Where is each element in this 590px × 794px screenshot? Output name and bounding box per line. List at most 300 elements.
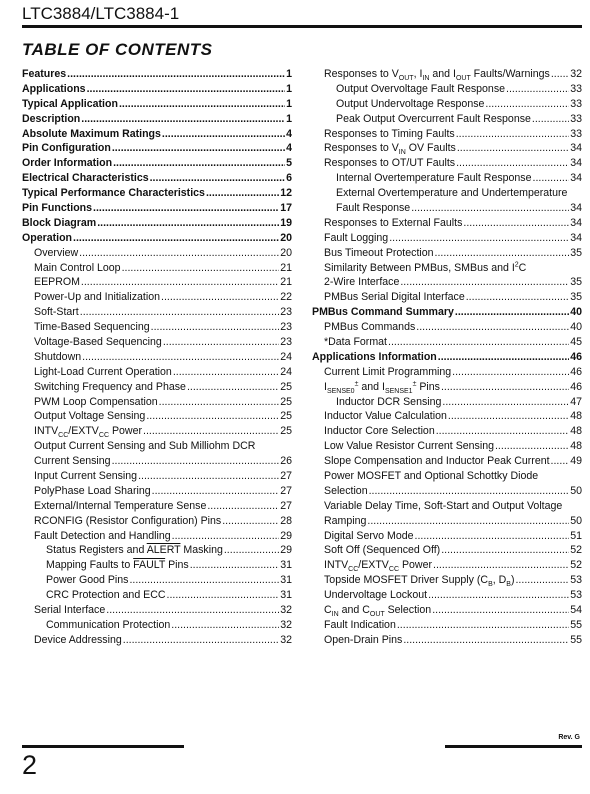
dot-leader (457, 141, 569, 156)
toc-entry-title: Light-Load Current Operation (34, 365, 172, 378)
dot-leader (551, 67, 569, 82)
toc-entry-page: 6 (286, 172, 292, 185)
toc-entry-page: 34 (570, 216, 582, 229)
toc-entry-page: 26 (280, 455, 292, 468)
toc-entry-title: Order Information (22, 157, 113, 170)
toc-entry-title: Responses to $V_{IN}$ OV Faults (324, 142, 456, 157)
toc-entry-title: $INTV_{CC}/EXTV_{CC}$ Power (324, 559, 432, 574)
toc-entry[interactable] (22, 171, 292, 186)
toc-entry-title: Electrical Characteristics (22, 172, 149, 185)
toc-entry-page: 19 (280, 216, 292, 229)
dot-leader (159, 395, 280, 410)
toc-entry[interactable] (22, 186, 292, 201)
dot-leader (123, 633, 279, 648)
toc-entry-page: 34 (570, 157, 582, 170)
toc-entry-title: Inductor DCR Sensing (336, 395, 442, 408)
toc-entry[interactable] (312, 439, 582, 454)
dot-leader (138, 469, 279, 484)
toc-entry[interactable] (312, 484, 582, 499)
toc-entry-page: 33 (570, 97, 582, 110)
toc-entry-page: 32 (280, 604, 292, 617)
dot-leader (456, 127, 569, 142)
toc-entry[interactable] (312, 529, 582, 544)
dot-leader (463, 216, 569, 231)
dot-leader (97, 216, 279, 231)
toc-entry[interactable] (22, 618, 292, 633)
toc-entry[interactable] (312, 97, 582, 112)
dot-leader (411, 201, 569, 216)
dot-leader (112, 141, 285, 156)
toc-entry-page: 25 (280, 395, 292, 408)
toc-entry-page: 32 (570, 67, 582, 80)
toc-entry-page: 48 (570, 425, 582, 438)
toc-entry-title: $INTV_{CC}/EXTV_{CC}$ Power (34, 425, 142, 440)
toc-entry[interactable] (312, 112, 582, 127)
toc-entry[interactable] (312, 409, 582, 424)
toc-entry-page: 29 (280, 544, 292, 557)
toc-entry[interactable] (22, 216, 292, 231)
toc-entry[interactable] (312, 618, 582, 633)
toc-entry[interactable] (312, 335, 582, 350)
toc-entry-title: Input Current Sensing (34, 470, 138, 483)
toc-entry-title: External Overtemperature and Undertemperature (336, 187, 568, 200)
toc-entry-title: Pin Configuration (22, 142, 111, 155)
toc-entry[interactable] (312, 558, 582, 573)
toc-entry[interactable] (312, 127, 582, 142)
toc-entry-title: Responses to OT/UT Faults (324, 157, 456, 170)
toc-entry[interactable] (22, 469, 292, 484)
dot-leader (435, 246, 570, 261)
dot-leader (173, 365, 279, 380)
toc-entry-page: 27 (280, 470, 292, 483)
dot-leader (452, 365, 569, 380)
dot-leader (113, 156, 285, 171)
footer-rule-right (445, 745, 582, 748)
toc-entry-page: 25 (280, 410, 292, 423)
toc-entry[interactable] (312, 305, 582, 320)
toc-entry-title: Digital Servo Mode (324, 529, 414, 542)
dot-leader (106, 603, 279, 618)
toc-entry-page: 46 (570, 380, 582, 393)
toc-entry[interactable] (312, 186, 582, 201)
toc-entry-title: Mapping Faults to FAULT Pins (46, 559, 189, 572)
toc-entry[interactable] (312, 380, 582, 395)
toc-entry[interactable] (22, 380, 292, 395)
toc-entry-title: Shutdown (34, 350, 82, 363)
toc-entry[interactable] (312, 350, 582, 365)
dot-leader (442, 395, 569, 410)
toc-entry[interactable] (22, 395, 292, 410)
dot-leader (433, 558, 569, 573)
toc-entry[interactable] (22, 290, 292, 305)
toc-entry[interactable] (312, 603, 582, 618)
toc-entry[interactable] (22, 558, 292, 573)
toc-entry-page: 32 (280, 618, 292, 631)
toc-entry-title: Low Value Resistor Current Sensing (324, 440, 494, 453)
dot-leader (81, 275, 279, 290)
dot-leader (187, 380, 279, 395)
dot-leader (167, 588, 280, 603)
toc-entry-title: Serial Interface (34, 604, 106, 617)
toc-entry[interactable] (312, 320, 582, 335)
toc-entry-page: 40 (570, 306, 582, 319)
toc-left-column (22, 67, 292, 648)
dot-leader (533, 171, 570, 186)
dot-leader (162, 127, 285, 142)
dot-leader (146, 409, 279, 424)
toc-entry-title: PMBus Commands (324, 321, 416, 334)
toc-entry[interactable] (22, 156, 292, 171)
toc-entry-title: Open-Drain Pins (324, 633, 403, 646)
toc-entry-page: 50 (570, 514, 582, 527)
toc-entry-title: Fault Indication (324, 618, 396, 631)
toc-entry[interactable] (312, 82, 582, 97)
dot-leader (161, 290, 279, 305)
toc-entry[interactable] (22, 231, 292, 246)
toc-entry-page: 40 (570, 321, 582, 334)
toc-entry[interactable] (22, 261, 292, 276)
dot-leader (432, 603, 569, 618)
dot-leader (150, 171, 285, 186)
toc-entry-title: Inductor Value Calculation (324, 410, 447, 423)
dot-leader (415, 529, 570, 544)
toc-entry-page: 17 (280, 202, 292, 214)
toc-entry-page: 23 (280, 321, 292, 334)
dot-leader (151, 320, 280, 335)
dot-leader (551, 454, 570, 469)
toc-entry[interactable] (312, 216, 582, 231)
toc-entry[interactable] (22, 439, 292, 454)
toc-entry-page: 45 (570, 336, 582, 349)
toc-entry[interactable] (22, 588, 292, 603)
toc-entry-title: Power MOSFET and Optional Schottky Diode (324, 470, 539, 483)
toc-entry-title: Power Good Pins (46, 574, 129, 587)
toc-heading: TABLE OF CONTENTS (22, 40, 213, 59)
toc-entry[interactable] (22, 454, 292, 469)
toc-entry-title: Responses to External Faults (324, 216, 463, 229)
dot-leader (515, 573, 569, 588)
toc-entry[interactable] (312, 469, 582, 484)
toc-entry[interactable] (312, 365, 582, 380)
toc-entry[interactable] (22, 544, 292, 559)
toc-entry-title: Power-Up and Initialization (34, 291, 161, 304)
dot-leader (441, 380, 569, 395)
toc-entry[interactable] (312, 633, 582, 648)
toc-entry[interactable] (22, 97, 292, 112)
toc-entry-title: Typical Application (22, 97, 118, 110)
dot-leader (456, 156, 569, 171)
toc-entry[interactable] (312, 231, 582, 246)
toc-entry-page: 32 (280, 633, 292, 646)
dot-leader (436, 424, 569, 439)
footer-rule-left (22, 745, 184, 748)
toc-entry-page: 48 (570, 410, 582, 423)
toc-entry[interactable] (312, 499, 582, 514)
toc-entry-page: 33 (570, 112, 582, 125)
toc-entry-title: Output Overvoltage Fault Response (336, 82, 506, 95)
dot-leader (79, 246, 279, 261)
toc-entry-title: Topside MOSFET Driver Supply ($C_B$, $D_B$) (324, 574, 515, 589)
toc-entry-page: 54 (570, 604, 582, 617)
dot-leader (190, 558, 279, 573)
dot-leader (73, 231, 279, 246)
toc-entry-page: 46 (570, 350, 582, 363)
toc-entry-title: External/Internal Temperature Sense (34, 499, 207, 512)
toc-entry[interactable] (22, 246, 292, 261)
toc-entry-title: Output Undervoltage Response (336, 97, 485, 110)
toc-entry[interactable] (312, 275, 582, 290)
toc-entry-page: 25 (280, 425, 292, 438)
toc-entry-page: 22 (280, 291, 292, 304)
toc-entry[interactable] (312, 201, 582, 216)
toc-entry-page: 34 (570, 172, 582, 185)
toc-entry-title: PMBus Command Summary (312, 306, 454, 319)
toc-entry-page: 34 (570, 202, 582, 214)
toc-entry-title: Responses to $V_{OUT}$, $I_{IN}$ and $I_{OUT}$ Faults/Warnings (324, 67, 550, 83)
toc-entry-title: Fault Detection and Handling (34, 529, 171, 542)
toc-entry-title: $C_{IN}$ and $C_{OUT}$ Selection (324, 604, 432, 619)
toc-entry-title: Fault Response (336, 202, 411, 214)
toc-entry[interactable] (22, 112, 292, 127)
toc-entry[interactable] (22, 320, 292, 335)
toc-entry[interactable] (22, 365, 292, 380)
dot-leader (112, 454, 280, 469)
toc-entry[interactable] (312, 261, 582, 276)
dot-leader (171, 618, 279, 633)
toc-entry[interactable] (22, 127, 292, 142)
toc-entry[interactable] (22, 67, 292, 82)
dot-leader (87, 82, 286, 97)
toc-right-column (312, 67, 582, 648)
toc-entry-page: 46 (570, 365, 582, 378)
dot-leader (67, 67, 285, 82)
toc-entry-page: 27 (280, 484, 292, 497)
page-number: 2 (22, 750, 38, 780)
toc-entry-title: Slope Compensation and Inductor Peak Current (324, 455, 550, 468)
toc-entry[interactable] (22, 514, 292, 529)
toc-entry-title: Internal Overtemperature Fault Response (336, 172, 532, 185)
toc-entry-title: Current Limit Programming (324, 365, 452, 378)
dot-leader (143, 424, 279, 439)
dot-leader (163, 335, 279, 350)
toc-entry-title: Similarity Between PMBus, SMBus and $I^2C$ (324, 261, 527, 274)
toc-entry-page: 21 (280, 261, 292, 274)
dot-leader (428, 588, 569, 603)
toc-entry-page: 12 (280, 187, 292, 200)
dot-leader (441, 543, 569, 558)
toc-entry-page: 28 (280, 514, 292, 527)
dot-leader (389, 231, 569, 246)
toc-entry[interactable] (22, 529, 292, 544)
toc-entry-page: 33 (570, 82, 582, 95)
toc-entry-title: Applications (22, 82, 86, 95)
toc-entry[interactable] (22, 141, 292, 156)
toc-entry-page: 53 (570, 574, 582, 587)
dot-leader (129, 573, 279, 588)
dot-leader (93, 201, 279, 216)
dot-leader (485, 97, 569, 112)
dot-leader (152, 484, 280, 499)
dot-leader (119, 97, 285, 112)
toc-entry-title: Typical Performance Characteristics (22, 187, 205, 200)
dot-leader (172, 529, 280, 544)
toc-entry-page: 1 (286, 67, 292, 80)
toc-entry-page: 34 (570, 231, 582, 244)
toc-entry-title: Fault Logging (324, 231, 389, 244)
toc-entry[interactable] (22, 275, 292, 290)
toc-entry-page: 51 (570, 529, 582, 542)
dot-leader (532, 112, 569, 127)
toc-entry-title: PMBus Serial Digital Interface (324, 291, 465, 304)
toc-entry-title: PWM Loop Compensation (34, 395, 158, 408)
toc-entry[interactable] (312, 454, 582, 469)
dot-leader (388, 335, 569, 350)
toc-entry-page: 4 (286, 142, 292, 155)
dot-leader (224, 543, 279, 558)
revision-label: Rev. G (558, 734, 580, 741)
toc-entry[interactable] (22, 484, 292, 499)
dot-leader (122, 261, 280, 276)
toc-entry[interactable] (22, 424, 292, 439)
toc-entry-title: Output Voltage Sensing (34, 410, 146, 423)
toc-entry-page: 48 (570, 440, 582, 453)
toc-entry-page: 21 (280, 276, 292, 289)
dot-leader (222, 514, 279, 529)
dot-leader (466, 290, 569, 305)
toc-entry[interactable] (312, 573, 582, 588)
toc-entry[interactable] (22, 603, 292, 618)
toc-entry-page: 20 (280, 246, 292, 259)
toc-entry-title: Selection (324, 484, 368, 497)
toc-entry-title: Device Addressing (34, 633, 122, 646)
dot-leader (448, 409, 569, 424)
dot-leader (455, 305, 569, 320)
toc-entry-page: 55 (570, 618, 582, 631)
toc-entry-title: Operation (22, 231, 73, 244)
toc-entry-title: Communication Protection (46, 618, 171, 631)
toc-entry-title: Output Current Sensing and Sub Milliohm DCR (34, 440, 256, 453)
toc-entry[interactable] (22, 573, 292, 588)
toc-entry-page: 35 (570, 246, 582, 259)
dot-leader (81, 112, 285, 127)
toc-entry[interactable] (312, 156, 582, 171)
dot-leader (403, 633, 569, 648)
toc-entry-title: Applications Information (312, 350, 437, 363)
toc-entry-page: 23 (280, 306, 292, 319)
toc-entry-page: 29 (280, 529, 292, 542)
document-header-title: LTC3884/LTC3884-1 (22, 4, 180, 23)
toc-entry-title: $I_{SENSE0}^\pm$ and $I_{SENSE1}^\pm$ Pins (324, 380, 440, 395)
toc-entry-page: 20 (280, 231, 292, 244)
toc-entry-title: Description (22, 112, 81, 125)
toc-entry[interactable] (312, 424, 582, 439)
toc-entry[interactable] (312, 395, 582, 410)
toc-entry-page: 31 (280, 559, 292, 572)
toc-entry-page: 53 (570, 589, 582, 602)
toc-entry-title: Soft Off (Sequenced Off) (324, 544, 441, 557)
dot-leader (506, 82, 569, 97)
toc-entry[interactable] (312, 246, 582, 261)
toc-entry[interactable] (312, 544, 582, 559)
toc-entry-title: Bus Timeout Protection (324, 246, 434, 259)
dot-leader (400, 275, 569, 290)
toc-entry[interactable] (312, 290, 582, 305)
toc-entry-page: 1 (286, 112, 292, 125)
toc-entry-page: 31 (280, 589, 292, 602)
header-rule (22, 25, 582, 28)
dot-leader (207, 499, 279, 514)
toc-entry[interactable] (22, 305, 292, 320)
toc-entry[interactable] (312, 514, 582, 529)
toc-entry-title: Variable Delay Time, Soft-Start and Output Voltage (324, 499, 563, 512)
toc-entry-title: Time-Based Sequencing (34, 321, 150, 334)
toc-entry-page: 5 (286, 157, 292, 170)
dot-leader (206, 186, 279, 201)
toc-entry[interactable] (22, 82, 292, 97)
toc-entry-title: RCONFIG (Resistor Configuration) Pins (34, 514, 222, 527)
toc-entry-page: 55 (570, 633, 582, 646)
toc-entry-page: 33 (570, 127, 582, 140)
toc-entry[interactable] (22, 201, 292, 216)
toc-entry-page: 24 (280, 365, 292, 378)
toc-entry-page: 1 (286, 82, 292, 95)
toc-entry-title: Absolute Maximum Ratings (22, 127, 161, 140)
toc-entry-title: Peak Output Overcurrent Fault Response (336, 112, 531, 125)
toc-entry-title: Responses to Timing Faults (324, 127, 455, 140)
toc-entry-page: 31 (280, 574, 292, 587)
dot-leader (367, 514, 569, 529)
toc-entry-page: 47 (570, 395, 582, 408)
toc-entry-title: Pin Functions (22, 202, 93, 214)
toc-entry-title: Main Control Loop (34, 261, 121, 274)
toc-entry[interactable] (312, 67, 582, 82)
toc-entry-page: 34 (570, 142, 582, 155)
toc-entry[interactable] (22, 499, 292, 514)
dot-leader (80, 305, 279, 320)
toc-entry[interactable] (312, 588, 582, 603)
toc-entry-page: 35 (570, 276, 582, 289)
dot-leader (82, 350, 279, 365)
toc-entry-title: Features (22, 67, 67, 80)
toc-entry-title: Status Registers and ALERT Masking (46, 544, 223, 557)
toc-entry[interactable] (22, 409, 292, 424)
toc-entry-title: CRC Protection and ECC (46, 589, 166, 602)
toc-entry-title: Switching Frequency and Phase (34, 380, 186, 393)
toc-entry[interactable] (22, 335, 292, 350)
dot-leader (495, 439, 569, 454)
toc-entry-page: 25 (280, 380, 292, 393)
toc-entry-title: Ramping (324, 514, 367, 527)
toc-entry-page: 24 (280, 350, 292, 363)
toc-entry-page: 4 (286, 127, 292, 140)
toc-entry-title: PolyPhase Load Sharing (34, 484, 151, 497)
toc-entry-page: 27 (280, 499, 292, 512)
toc-entry[interactable] (22, 350, 292, 365)
dot-leader (397, 618, 569, 633)
toc-entry[interactable] (22, 633, 292, 648)
toc-entry-page: 35 (570, 291, 582, 304)
toc-entry-page: 52 (570, 544, 582, 557)
toc-entry[interactable] (312, 141, 582, 156)
toc-entry-page: 49 (570, 455, 582, 468)
toc-entry-page: 52 (570, 559, 582, 572)
toc-entry-title: Undervoltage Lockout (324, 589, 428, 602)
toc-entry[interactable] (312, 171, 582, 186)
toc-entry-title: Block Diagram (22, 216, 97, 229)
toc-entry-title: *Data Format (324, 336, 387, 349)
toc-entry-title: Soft-Start (34, 306, 79, 319)
toc-entry-page: 50 (570, 484, 582, 497)
